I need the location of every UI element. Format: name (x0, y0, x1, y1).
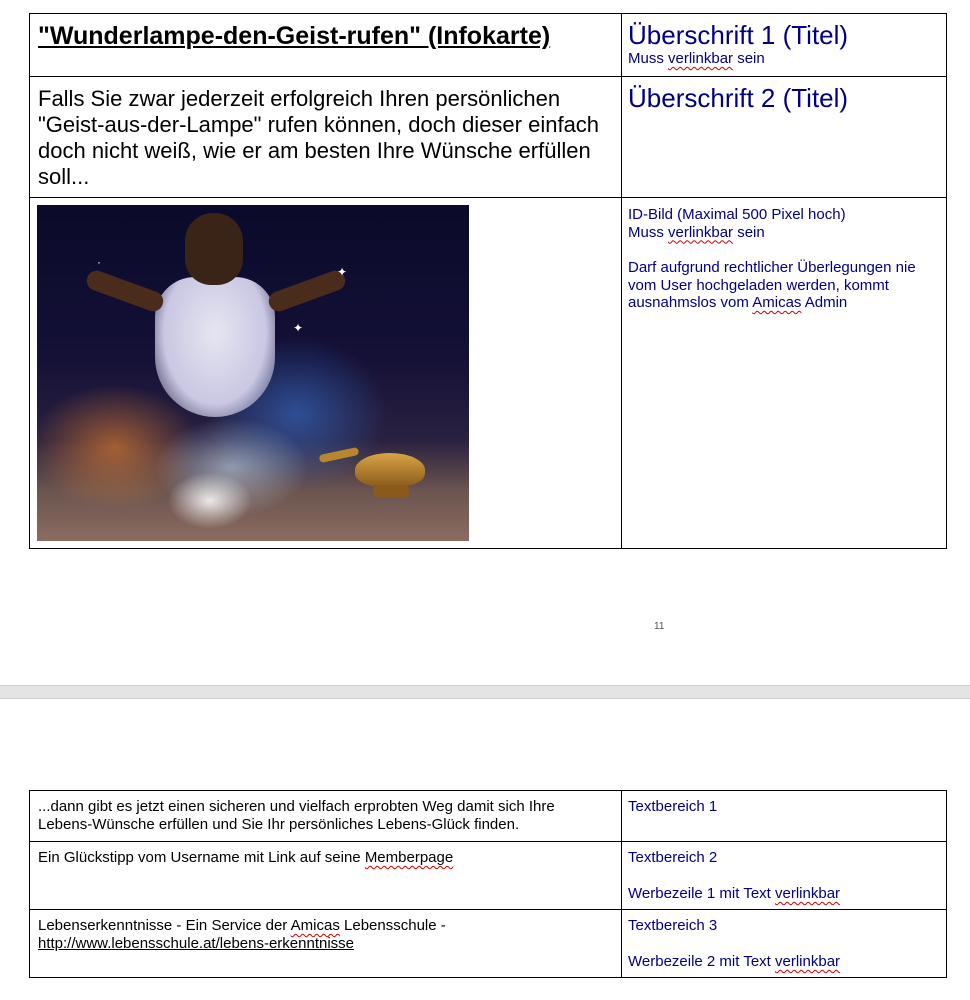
lead-text: Falls Sie zwar jederzeit erfolgreich Ihren persönlichen "Geist-aus-der-Lampe" rufen können, doch dieser einfach doch nicht weiß, wie er am besten Ihre Wünsche erfüllen soll... (38, 86, 600, 189)
spellcheck-word: verlinkbar (775, 885, 841, 902)
row3-text-prefix: Lebenserkenntnisse - Ein Service der (38, 917, 291, 934)
infocard-table (29, 13, 947, 549)
spellcheck-word: Amicas (290, 917, 340, 934)
row2-left-cell (30, 842, 622, 910)
textbereich-3-label: Textbereich 3 (628, 917, 718, 934)
row3-text (38, 917, 613, 935)
ad-prefix: Werbezeile 2 mit Text (628, 953, 776, 970)
row1-left-cell (30, 791, 622, 842)
note-suffix: sein (733, 50, 765, 67)
row3-text-suffix: Lebensschule - (339, 917, 446, 934)
note-prefix: Muss (628, 223, 669, 241)
legal-note-part2: Admin (801, 294, 848, 311)
spellcheck-word: Amicas (752, 294, 802, 311)
row3-right-cell (622, 910, 947, 978)
spellcheck-word: verlinkbar (775, 953, 841, 970)
text-areas-table (29, 790, 947, 978)
row1-text: ...dann gibt es jetzt einen sicheren und vielfach erprobten Weg damit sich Ihre Lebens-Wünsche erfüllen und Sie Ihr persönliches Lebens-Glück finden. (38, 798, 555, 833)
row1-right-cell (622, 791, 947, 842)
row2-text-prefix: Ein Glückstipp vom Username mit Link auf seine (38, 849, 365, 866)
werbezeile-1 (628, 885, 940, 903)
row2-right-cell (622, 842, 947, 910)
spellcheck-word: verlinkbar (668, 50, 734, 67)
heading1-cell (622, 14, 947, 77)
genie-lamp-image[interactable]: ✦ ✦ · (37, 205, 469, 541)
infocard-title: "Wunderlampe-den-Geist-rufen" (Infokarte) (38, 22, 551, 50)
must-linkable-note (622, 50, 946, 68)
row3-left-cell (30, 910, 622, 978)
page-number: 11 (654, 621, 665, 632)
textbereich-1-label: Textbereich 1 (628, 798, 718, 815)
memberpage-word: Memberpage (364, 849, 454, 866)
ad-prefix: Werbezeile 1 mit Text (628, 885, 776, 902)
spellcheck-word: verlinkbar (668, 223, 734, 241)
heading2-label: Überschrift 2 (Titel) (628, 83, 849, 113)
title-cell (30, 14, 622, 77)
lebensschule-link[interactable]: http://www.lebensschule.at/lebens-erkenntnisse (38, 935, 355, 952)
page-separator (0, 685, 970, 699)
note-prefix: Muss (628, 50, 669, 67)
legal-note-part1: Darf aufgrund rechtlicher Überlegungen nie vom User hochgeladen werden, kommt ausnahmslos vom (628, 259, 916, 311)
image-spec-line: ID-Bild (Maximal 500 Pixel hoch) (628, 206, 846, 223)
legal-note (628, 259, 940, 312)
textbereich-2-label: Textbereich 2 (628, 849, 718, 866)
werbezeile-2 (628, 953, 940, 971)
row2-text (30, 842, 621, 873)
image-link-note (628, 224, 940, 242)
lead-cell (30, 77, 622, 198)
image-cell (30, 198, 622, 549)
note-suffix: sein (733, 223, 765, 241)
heading2-cell (622, 77, 947, 198)
heading1-label: Überschrift 1 (Titel) (628, 20, 849, 50)
image-note-cell (622, 198, 947, 549)
